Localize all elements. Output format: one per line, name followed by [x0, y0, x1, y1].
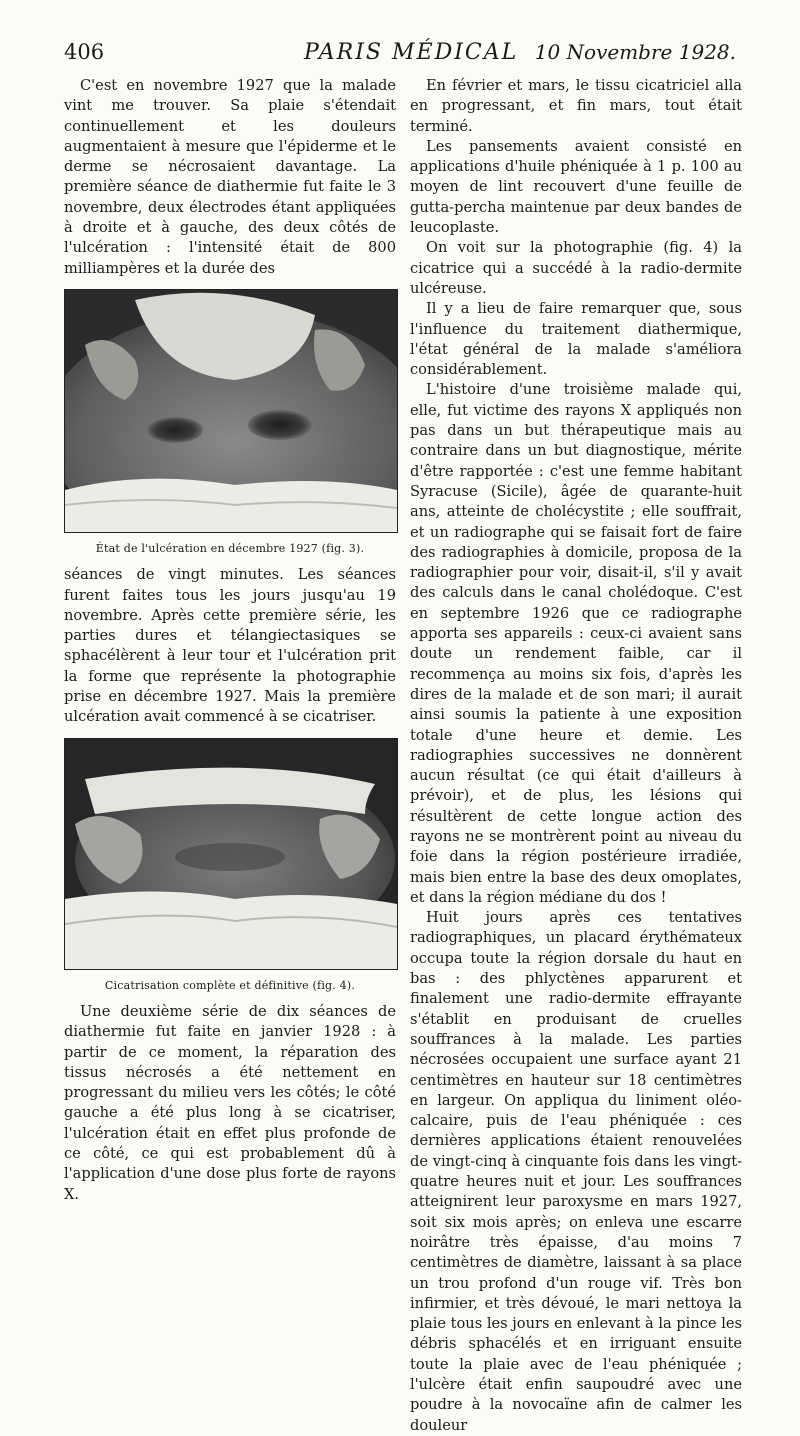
paragraph: Une deuxième série de dix séances de diathermie fut faite en janvier 1928 : à partir de ce moment, la réparation des tissus nécrosés a été nettement en progressant du milieu vers les côtés; le côté gauche a été plus long à se cicatriser, l'ulcération était en effet plus profonde de ce côté, ce qui est probablement dû à l'application d'une dose plus forte de rayons X. — [64, 1002, 396, 1203]
left-column — [64, 76, 396, 1205]
figure-3-caption: État de l'ulcération en décembre 1927 (fig. 3). — [95, 541, 365, 555]
paragraph: Les pansements avaient consisté en applications d'huile phéniquée à 1 p. 100 au moyen de lint recouvert d'une feuille de gutta-percha maintenue par deux bandes de leucoplaste. — [410, 137, 742, 237]
photo-cicatrisation — [64, 738, 398, 970]
running-header — [64, 40, 736, 68]
photo-ulceration — [64, 289, 398, 533]
page-number: 406 — [64, 40, 105, 64]
paragraph: En février et mars, le tissu cicatriciel alla en progressant, et fin mars, tout était terminé. — [410, 77, 742, 135]
journal-title: PARIS MÉDICAL — [304, 40, 519, 65]
figure-4-caption: Cicatrisation complète et définitive (fig. 4). — [104, 978, 356, 992]
paragraph: C'est en novembre 1927 que la malade vint me trouver. Sa plaie s'étendait continuellement et les douleurs augmentaient à mesure que l'épiderme et le derme se nécrosaient davantage. La première séance de diathermie fut faite le 3 novembre, deux électrodes étant appliquées à droite et à gauche, des deux côtés de l'ulcération : l'intensité était de 800 milliampères et la durée des — [64, 77, 396, 277]
right-column — [410, 76, 742, 1436]
figure-3 — [64, 289, 396, 559]
figure-4 — [64, 738, 396, 996]
issue-date: 10 Novembre 1928. — [534, 40, 736, 64]
paragraph: Huit jours après ces tentatives radiographiques, un placard érythémateux occupa toute la région dorsale du haut en bas : des phlyctènes apparurent et finalement une radio-dermite effrayante s'établit en produisant de cruelles souffrances à la malade. Les parties nécrosées occupaient une surface ayant 21 centimètres en hauteur sur 18 centimètres en largeur. On appliqua du liniment oléo-calcaire, puis de l'eau phéniquée : ces dernières applications étaient renouvelées de vingt-cinq à cinquante fois dans les vingt-quatre heures nuit et jour. Les souffrances atteignirent leur paroxysme en mars 1927, soit six mois après; on enleva une escarre noirâtre très épaisse, d'au moins 7 centimètres de diamètre, laissant à sa place un trou profond d'un rouge vif. Très bon infirmier, et très dévoué, le mari nettoya la plaie tous les jours en enlevant à la pince les débris sphacélés et en irriguant ensuite toute la plaie avec de l'eau phéniquée ; l'ulcère était enfin saupoudré avec une poudre à la novocaïne afin de calmer les douleur — [410, 909, 742, 1434]
paragraph: L'histoire d'une troisième malade qui, elle, fut victime des rayons X appliqués non pas dans un but thérapeutique mais au contraire dans un but diagnostique, mérite d'être rapportée : c'est une femme habitant Syracuse (Sicile), âgée de quarante-huit ans, atteinte de cholécystite ; elle souffrait, et un radiographe qui se faisait fort de faire des radiographies à domicile, proposa de la radiographier pour voir, disait-il, s'il y avait des calculs dans le canal cholédoque. C'est en septembre 1926 que ce radiographe apporta ses appareils : ceux-ci avaient sans doute un rendement faible, car il recommença au moins six fois, d'après les dires de la malade et de son mari; il aurait ainsi soumis la patiente à une exposition totale d'une heure et demie. Les radiographies successives ne donnèrent aucun résultat (ce qui était d'ailleurs à prévoir), et de plus, les lésions qui résultèrent de cette longue action des rayons ne se montrèrent point au niveau du foie dans la région postérieure irradiée, mais bien entre la base des deux omoplates, et dans la région médiane du dos ! — [410, 381, 742, 906]
paragraph: séances de vingt minutes. Les séances furent faites tous les jours jusqu'au 19 novembre. Après cette première série, les parties dures et télangiectasiques se sphacélèrent à leur tour et l'ulcération prit la forme que représente la photographie prise en décembre 1927. Mais la première ulcération avait commencé à se cicatriser. — [64, 566, 396, 726]
paragraph: On voit sur la photographie (fig. 4) la cicatrice qui a succédé à la radio-dermite ulcéreuse. — [410, 239, 742, 297]
paragraph: Il y a lieu de faire remarquer que, sous l'influence du traitement diathermique, l'état général de la malade s'améliora considérablement. — [410, 300, 742, 379]
